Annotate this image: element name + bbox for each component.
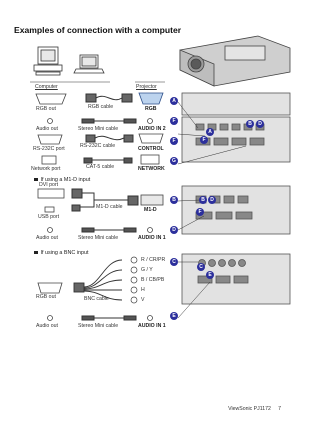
- bnc-label-v: V: [141, 297, 145, 303]
- bnc-label-r: R / CR/PR: [141, 257, 166, 263]
- rgb-cable-label: RGB cable: [88, 104, 114, 110]
- usb-port-label: USB port: [38, 214, 60, 220]
- projector-header: Projector: [136, 84, 157, 90]
- audio-out-jack-icon: [48, 119, 53, 124]
- control-port-icon: [139, 134, 163, 143]
- bnc-label-g: G / Y: [141, 267, 153, 273]
- rgb-cable-icon: [86, 94, 132, 102]
- audio-in-2-label: AUDIO IN 2: [138, 126, 166, 132]
- panel-badge-mid-d: D: [208, 196, 216, 204]
- projector-rear-panel-top: [182, 93, 290, 162]
- panel-badge-mid-b: B: [199, 196, 207, 204]
- rgb-port-label: RGB: [145, 106, 157, 112]
- rs232c-cable-icon: [86, 135, 133, 142]
- footer-page-number: 7: [278, 406, 281, 412]
- bnc-audio-out-jack-icon: [48, 316, 53, 321]
- badge-b: B: [170, 196, 178, 204]
- desktop-computer-icon: [34, 47, 62, 75]
- bnc-cable-label: BNC cable: [84, 296, 109, 302]
- rgb-out-connector-icon: [36, 94, 66, 104]
- rgb-out-label: RGB out: [36, 106, 56, 112]
- cat5-cable-icon: [84, 158, 132, 163]
- audio-in-1-label: AUDIO IN 1: [138, 235, 166, 241]
- control-label: CONTROL: [138, 146, 164, 152]
- audio-in-2-jack-icon: [148, 119, 153, 124]
- badge-d: D: [170, 226, 178, 234]
- badge-c: C: [170, 258, 178, 266]
- network-jack-icon: [141, 155, 159, 164]
- panel-badge-d: D: [256, 120, 264, 128]
- bnc-label-b: B / CB/PB: [141, 277, 165, 283]
- projector-icon: [180, 36, 290, 86]
- network-label: NETWORK: [138, 166, 165, 172]
- badge-a: A: [170, 97, 178, 105]
- bnc-stereo-cable-icon: [82, 316, 136, 320]
- rgb-port-icon: [139, 93, 163, 104]
- cat5-cable-label: CAT-5 cable: [86, 164, 115, 170]
- bnc-section-heading: If using a BNC input: [34, 250, 88, 256]
- footer-brand: ViewSonic: [228, 406, 253, 412]
- network-port-label: Network port: [31, 166, 61, 172]
- stereo-mini-cable-icon: [82, 119, 136, 123]
- bnc-audio-in-1-label: AUDIO IN 1: [138, 323, 166, 329]
- badge-g: G: [170, 157, 178, 165]
- badge-f1: F: [170, 117, 178, 125]
- stereo-mini-cable-label: Stereo Mini cable: [78, 126, 119, 132]
- m1d-audio-out-jack-icon: [48, 228, 53, 233]
- panel-badge-mid-f: F: [196, 208, 204, 216]
- dvi-port-label: DVI port: [39, 182, 59, 188]
- computer-header: Computer: [35, 84, 58, 90]
- rs232c-cable-label: RS-232C cable: [80, 143, 116, 149]
- network-port-icon: [42, 156, 56, 164]
- laptop-computer-icon: [74, 55, 104, 73]
- panel-badge-f: F: [200, 136, 208, 144]
- bnc-label-h: H: [141, 287, 145, 293]
- footer-model: PJ1172: [253, 406, 271, 412]
- panel-badge-a: A: [206, 128, 214, 136]
- bnc-audio-out-label: Audio out: [36, 323, 58, 329]
- bnc-audio-in-1-jack-icon: [148, 316, 153, 321]
- bnc-rgb-out-label: RGB out: [36, 294, 56, 300]
- bnc-rgb-out-icon: [38, 283, 62, 293]
- bnc-cable-icon: [74, 260, 122, 300]
- rs232c-connector-icon: [38, 135, 62, 144]
- audio-out-label: Audio out: [36, 126, 58, 132]
- page-title: Examples of connection with a computer: [14, 25, 182, 35]
- usb-port-icon: [45, 207, 54, 212]
- dvi-port-icon: [38, 189, 64, 198]
- m1d-stereo-cable-icon: [82, 228, 136, 232]
- audio-in-1-jack-icon: [148, 228, 153, 233]
- m1d-stereo-cable-label: Stereo Mini cable: [78, 235, 119, 241]
- rs232c-port-label: RS-232C port: [33, 146, 65, 152]
- badge-e: E: [170, 312, 178, 320]
- page-footer: [228, 406, 281, 412]
- panel-badge-b: B: [246, 120, 254, 128]
- panel-badge-bnc-e: E: [206, 271, 214, 279]
- m1d-audio-out-label: Audio out: [36, 235, 58, 241]
- m1d-port-label: M1-D: [144, 207, 157, 213]
- projector-rear-panel-bnc: [182, 254, 290, 304]
- bnc-connectors-icon: [131, 257, 137, 303]
- bnc-stereo-cable-label: Stereo Mini cable: [78, 323, 119, 329]
- m1d-section-heading: If using a M1-D input: [34, 177, 90, 183]
- m1d-cable-label: M1-D cable: [96, 204, 123, 210]
- badge-f2: F: [170, 137, 178, 145]
- m1d-port-icon: [141, 195, 163, 205]
- panel-badge-bnc-c: C: [197, 263, 205, 271]
